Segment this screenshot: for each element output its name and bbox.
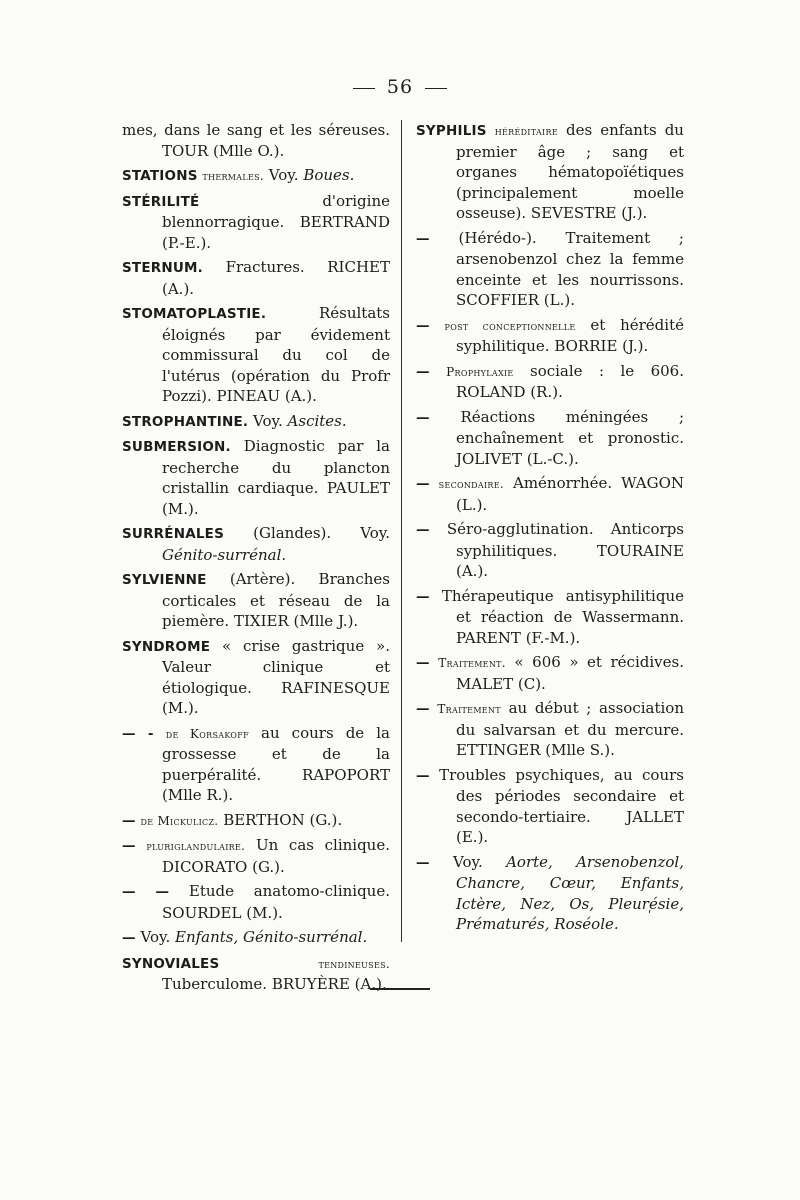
index-entry xyxy=(416,315,684,357)
entry-text: Aménorrhée. WAGON (L.). xyxy=(456,474,684,514)
entry-text: Voy. xyxy=(453,852,483,871)
entry-sub: secondaire. xyxy=(438,477,505,491)
entry-text: des enfants du premier âge ; sang et organes hématopoïétiques (principalement moelle osseuse). SEVESTRE (J.). xyxy=(456,121,684,222)
entry-text: Voy. xyxy=(140,928,171,946)
entry-italic: Génito-surrénal. xyxy=(162,545,287,564)
entry-text: (Hérédo-). Traitement ; arsenobenzol chez la femme enceinte et les nourrissons. SCOFFIER (L.). xyxy=(456,228,684,309)
entry-sub: thermales. xyxy=(202,169,264,183)
entry-head: — xyxy=(416,409,430,426)
entry-text: Fractures. RICHET (A.). xyxy=(162,258,390,298)
entry-head: — xyxy=(416,767,430,784)
index-entry xyxy=(122,927,390,949)
bottom-rule xyxy=(370,988,430,990)
entry-head: SYNOVIALES xyxy=(122,955,220,972)
entry-text: d'origine blennorragique. BERTRAND (P.-E.). xyxy=(162,191,390,252)
index-entry xyxy=(416,361,684,403)
entry-sub: tendineuses. xyxy=(318,956,390,971)
index-entry xyxy=(416,407,684,470)
entry-text: Séro-agglutination. Anticorps syphilitiques. TOURAINE (A.). xyxy=(446,520,684,580)
entry-head: — xyxy=(122,812,136,829)
index-entry xyxy=(416,473,684,515)
entry-head: SYPHILIS xyxy=(416,123,487,139)
entry-text: « crise gastrique ». Valeur clinique et étiologique. RAFINESQUE (M.). xyxy=(162,636,390,717)
index-entry xyxy=(416,519,684,582)
index-entry xyxy=(122,165,390,187)
entry-sub: de Korsakoff xyxy=(165,726,249,741)
page-number-dash-right xyxy=(425,88,447,89)
index-entry xyxy=(416,765,684,848)
entry-head: — xyxy=(416,854,430,871)
index-entry xyxy=(122,881,390,923)
entry-text: Thérapeutique antisyphilitique et réaction de Wassermann. PARENT (F.-M.). xyxy=(441,586,684,647)
entry-text: Etude anatomo-clinique. SOURDEL (M.). xyxy=(162,882,390,922)
entry-sub: de Mickulicz. xyxy=(140,813,219,828)
entry-text: Un cas clinique. DICORATO (G.). xyxy=(162,836,390,876)
stray-mark-text: ʹ xyxy=(648,909,652,923)
entry-text: Voy. xyxy=(253,411,283,430)
page-number-text: 56 xyxy=(386,76,414,98)
entry-head: — xyxy=(416,476,430,492)
entry-head: SYLVIENNE xyxy=(122,572,207,588)
index-entry xyxy=(416,120,684,224)
entry-sub: Traitement xyxy=(437,702,501,716)
entry-head: — xyxy=(122,930,136,946)
index-entry xyxy=(122,303,390,407)
entry-italic: Enfants, Génito-surrénal. xyxy=(175,928,368,946)
index-entry xyxy=(416,698,684,761)
entry-text: Troubles psychiques, au cours des périodes secondaire et secondo-tertiaire. JALLET (E.). xyxy=(439,765,684,846)
entry-text: au début ; association du salvarsan et du mercure. ETTINGER (Mlle S.). xyxy=(456,699,684,759)
index-entry xyxy=(122,636,390,719)
index-entry xyxy=(416,586,684,649)
stray-ink-mark xyxy=(648,905,651,924)
index-entry xyxy=(122,411,390,433)
entry-text: (Glandes). Voy. xyxy=(253,524,390,542)
entry-head: SYNDROME xyxy=(122,638,211,655)
index-entry xyxy=(122,257,390,299)
entry-text: Tuberculome. BRUYÈRE (A.). xyxy=(162,975,387,993)
index-entry xyxy=(122,523,390,565)
index-entry xyxy=(122,723,390,806)
index-entry xyxy=(122,569,390,632)
entry-text: mes, dans le sang et les séreuses. TOUR (Mlle O.). xyxy=(122,121,390,160)
page-number xyxy=(0,76,800,98)
index-entry xyxy=(122,810,390,832)
entry-head: — xyxy=(416,701,430,717)
entry-italic: Aorte, Arsenobenzol, Chancre, Cœur, Enfants, Ictère, Nez, Os, Pleurésie, Prématurés, Roséole. xyxy=(456,852,684,933)
index-entry xyxy=(416,852,684,935)
entry-sub: héréditaire xyxy=(494,124,558,138)
left-column xyxy=(122,120,390,999)
entry-sub: Traitement. xyxy=(438,656,506,670)
page-number-dash-left xyxy=(353,88,375,89)
entry-head: — xyxy=(122,838,136,854)
entry-head: — xyxy=(416,230,430,247)
entry-text: Résultats éloignés par évidement commissural du col de l'utérus (opération du Profr Pozzi). PINEAU (A.). xyxy=(162,304,390,405)
entry-text: Réactions méningées ; enchaînement et pronostic. JOLIVET (L.-C.). xyxy=(456,407,684,468)
entry-sub: pluriglandulaire. xyxy=(146,839,246,853)
entry-head: — — xyxy=(122,884,170,900)
entry-head: — xyxy=(416,363,430,380)
entry-italic: Ascites. xyxy=(287,411,347,430)
entry-head: STERNUM. xyxy=(122,260,203,276)
entry-text: (Artère). Branches corticales et réseau de la piemère. TIXIER (Mlle J.). xyxy=(162,570,390,630)
entry-head: STATIONS xyxy=(122,168,198,184)
entry-head: SURRÉNALES xyxy=(122,526,224,542)
entry-head: STROPHANTINE. xyxy=(122,413,249,430)
right-column xyxy=(416,120,684,939)
entry-head: — xyxy=(416,588,430,605)
entry-text: Voy. xyxy=(268,166,299,184)
entry-head: — xyxy=(416,317,430,334)
entry-text: et hérédité syphilitique. BORRIE (J.). xyxy=(456,315,684,355)
entry-italic: Boues. xyxy=(303,166,355,184)
index-entry xyxy=(122,835,390,877)
entry-head: — - xyxy=(122,725,154,742)
entry-head: SUBMERSION. xyxy=(122,439,231,455)
index-entry xyxy=(416,652,684,694)
index-entry xyxy=(416,228,684,311)
entry-head: STÉRILITÉ xyxy=(122,193,200,210)
index-entry xyxy=(122,191,390,254)
entry-head: — xyxy=(416,655,430,671)
index-entry xyxy=(122,436,390,519)
entry-text: « 606 » et récidives. MALET (C). xyxy=(456,653,684,693)
entry-text: au cours de la grossesse et de la puerpéralité. RAPOPORT (Mlle R.). xyxy=(162,723,390,804)
entry-text: BERTHON (G.). xyxy=(223,810,343,829)
entry-sub: post conceptionnelle xyxy=(444,318,576,333)
entry-text: sociale : le 606. ROLAND (R.). xyxy=(456,361,684,401)
entry-head: — xyxy=(416,522,430,538)
column-divider xyxy=(401,120,402,942)
entry-head: STOMATOPLASTIE. xyxy=(122,306,267,322)
entry-sub: Prophylaxie xyxy=(446,364,514,379)
index-entry xyxy=(122,120,390,161)
index-entry xyxy=(122,953,390,995)
entry-text: Diagnostic par la recherche du plancton cristallin cardiaque. PAULET (M.). xyxy=(162,437,390,518)
